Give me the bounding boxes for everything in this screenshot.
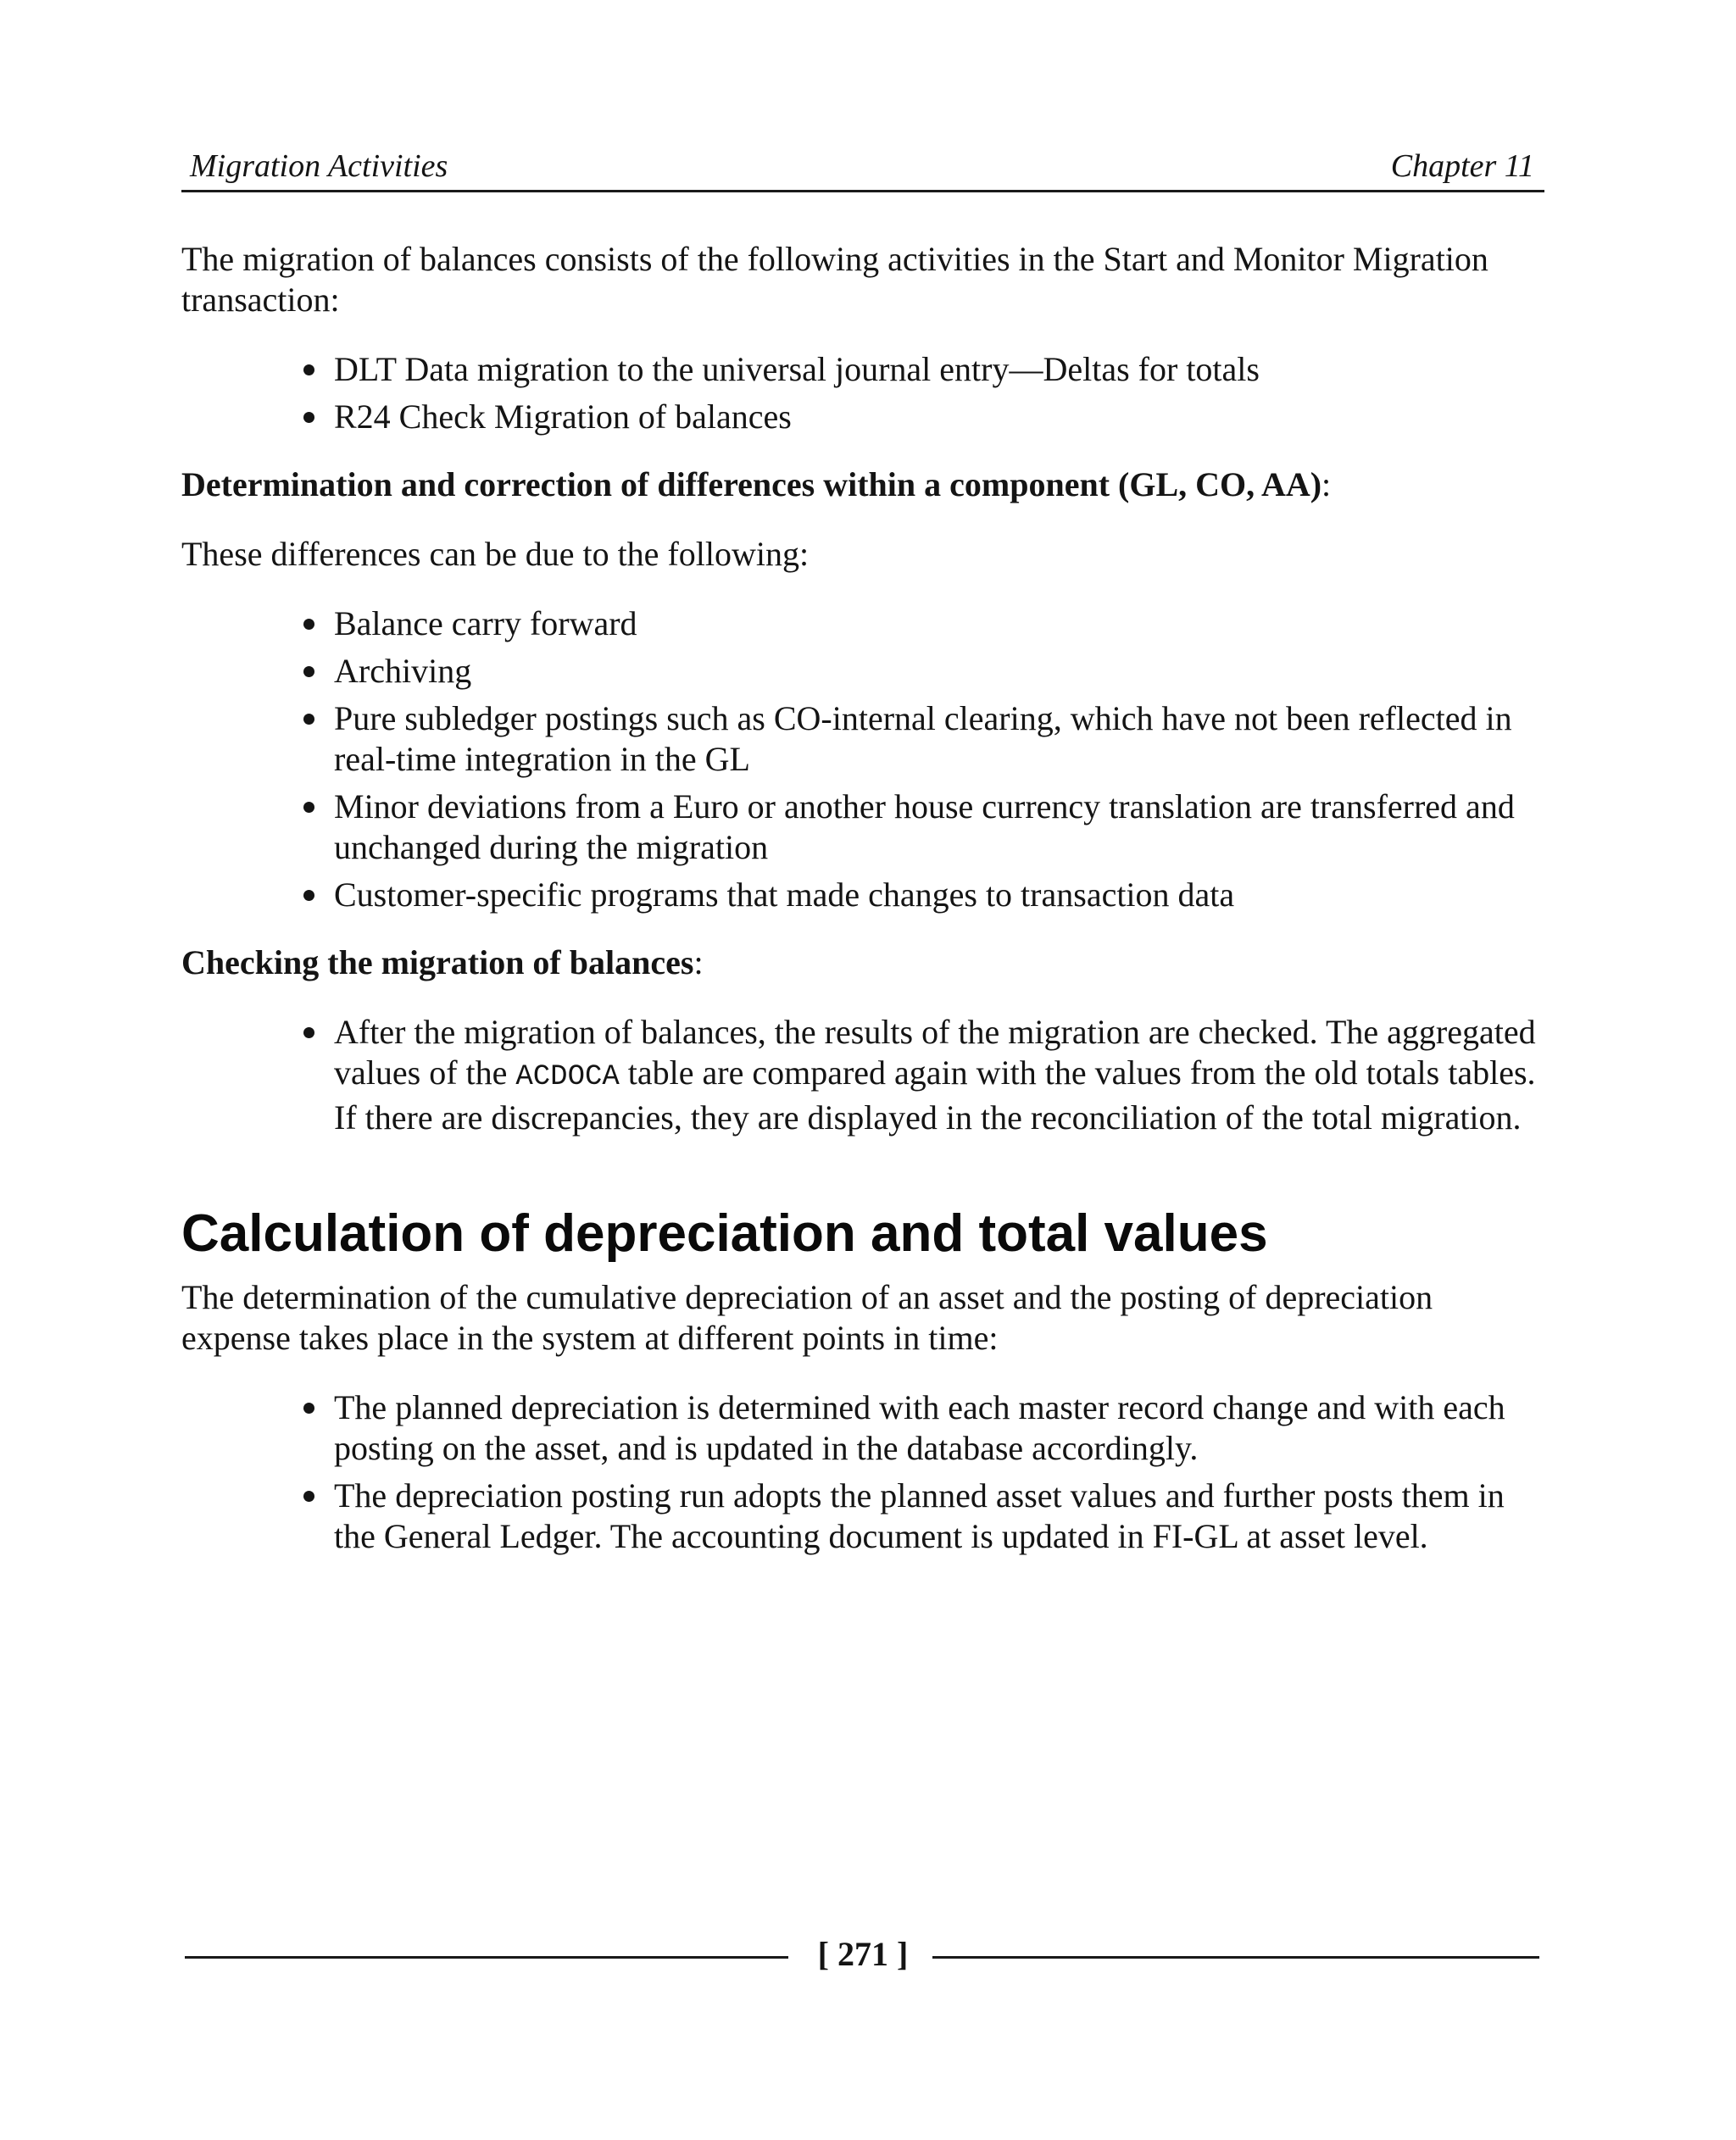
intro-paragraph: The migration of balances consists of the following activities in the Start and Monitor Migration transaction: (181, 240, 1488, 319)
list-item: Pure subledger postings such as CO-internal clearing, which have not been reflected in real-time integration in the GL (334, 698, 1544, 780)
page-footer (181, 1932, 1544, 1983)
determination-heading: Determination and correction of differences within a component (GL, CO, AA): (181, 465, 1332, 503)
page-number: [ 271 ] (817, 1935, 909, 1973)
determination-lead: These differences can be due to the following: (181, 535, 810, 573)
bullet-icon (303, 364, 314, 375)
table-name-code: ACDOCA (515, 1061, 620, 1093)
list-item: Balance carry forward (334, 603, 1544, 644)
running-header (181, 142, 1544, 192)
bullet-icon (303, 412, 314, 423)
bullet-icon (303, 619, 314, 630)
list-item: DLT Data migration to the universal journal entry—Deltas for totals (334, 349, 1544, 390)
checking-list (181, 1012, 1544, 1138)
list-item: The depreciation posting run adopts the planned asset values and further posts them in the General Ledger. The accounting document is updated in FI-GL at asset level. (334, 1476, 1544, 1557)
list-item: Archiving (334, 651, 1544, 692)
bullet-icon (303, 1027, 314, 1038)
document-page (181, 0, 1544, 2140)
bullet-icon (303, 802, 314, 813)
bullet-icon (303, 714, 314, 725)
chapter-title: Migration Activities (190, 148, 448, 184)
migration-activities-list (181, 349, 1544, 437)
depreciation-list (181, 1387, 1544, 1557)
list-item: Customer-specific programs that made changes to transaction data (334, 875, 1544, 915)
list-item: R24 Check Migration of balances (334, 397, 1544, 437)
depreciation-paragraph: The determination of the cumulative depreciation of an asset and the posting of depreciation expense takes place in the system at different points in time: (181, 1278, 1433, 1357)
list-item: After the migration of balances, the results of the migration are checked. The aggregated values of the ACDOCA table are compared again with the values from the old totals tables. If there are discrepancies, they are displayed in the reconciliation of the total migration. (334, 1012, 1544, 1138)
page-body (181, 239, 1544, 1584)
list-item: Minor deviations from a Euro or another house currency translation are transferred and unchanged during the migration (334, 787, 1544, 868)
bullet-icon (303, 666, 314, 677)
footer-rule-right (932, 1956, 1539, 1959)
difference-causes-list (181, 603, 1544, 915)
list-item: The planned depreciation is determined with each master record change and with each posting on the asset, and is updated in the database accordingly. (334, 1387, 1544, 1469)
bullet-icon (303, 890, 314, 901)
section-heading: Calculation of depreciation and total values (181, 1204, 1268, 1263)
bullet-icon (303, 1403, 314, 1414)
checking-heading: Checking the migration of balances: (181, 943, 704, 981)
bullet-icon (303, 1491, 314, 1502)
chapter-number: Chapter 11 (1390, 148, 1534, 184)
